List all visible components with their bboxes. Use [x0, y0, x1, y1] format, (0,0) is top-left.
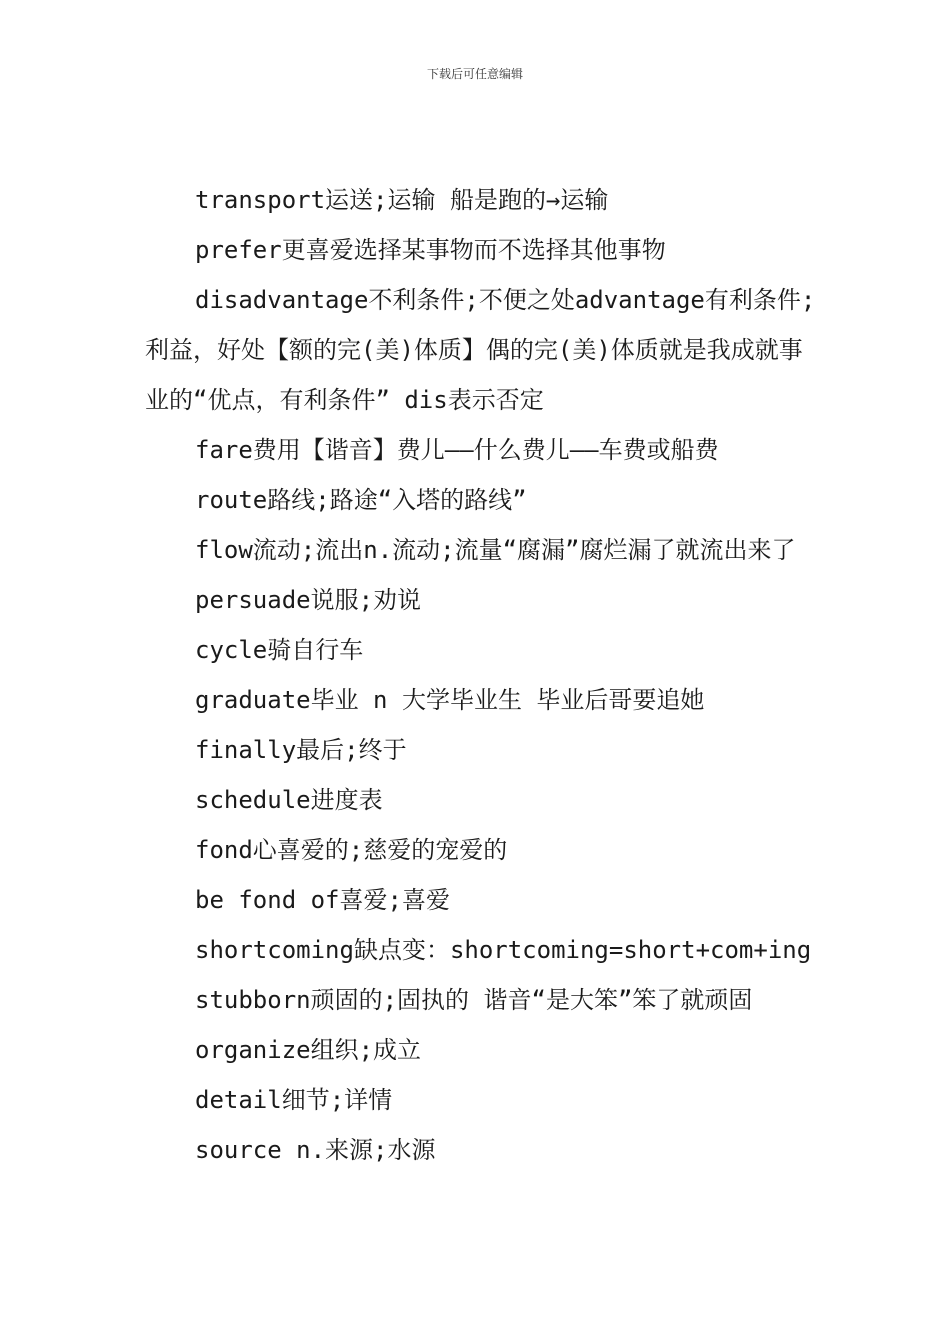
- page-header: 下载后可任意编辑: [426, 67, 523, 81]
- vocab-entry-fare: fare费用【谐音】费儿——什么费儿——车费或船费: [195, 436, 719, 464]
- vocab-entry-schedule: schedule进度表: [195, 786, 383, 814]
- vocabulary-list: [145, 175, 825, 1175]
- vocab-entry-prefer: prefer更喜爱选择某事物而不选择其他事物: [195, 236, 666, 264]
- vocab-entry-route: route路线;路途“入塔的路线”: [195, 486, 527, 514]
- vocab-entry-organize: organize组织;成立: [195, 1036, 422, 1064]
- vocab-entry-transport: transport运送;运输 船是跑的→运输: [195, 186, 609, 214]
- vocab-entry-cycle: cycle骑自行车: [195, 636, 364, 664]
- vocab-entry-detail: detail细节;详情: [195, 1086, 393, 1114]
- vocab-entry-graduate: graduate毕业 n 大学毕业生 毕业后哥要追她: [195, 686, 705, 714]
- vocab-entry-disadvantage: disadvantage不利条件;不便之处advantage有利条件;利益，好处【额的完(美)体质】偶的完(美)体质就是我成就事业的“优点，有利条件” dis表示否定: [145, 286, 816, 414]
- vocab-entry-persuade: persuade说服;劝说: [195, 586, 422, 614]
- vocab-entry-stubborn: stubborn顽固的;固执的 谐音“是大笨”笨了就顽固: [195, 986, 753, 1014]
- vocab-entry-fond: fond心喜爱的;慈爱的宠爱的: [195, 836, 508, 864]
- vocab-entry-source: source n.来源;水源: [195, 1136, 436, 1164]
- vocab-entry-finally: finally最后;终于: [195, 736, 407, 764]
- vocab-entry-be-fond-of: be fond of喜爱;喜爱: [195, 886, 450, 914]
- vocab-entry-flow: flow流动;流出n.流动;流量“腐漏”腐烂漏了就流出来了: [195, 536, 796, 564]
- vocab-entry-shortcoming: shortcoming缺点变：shortcoming=short+com+ing: [195, 936, 812, 964]
